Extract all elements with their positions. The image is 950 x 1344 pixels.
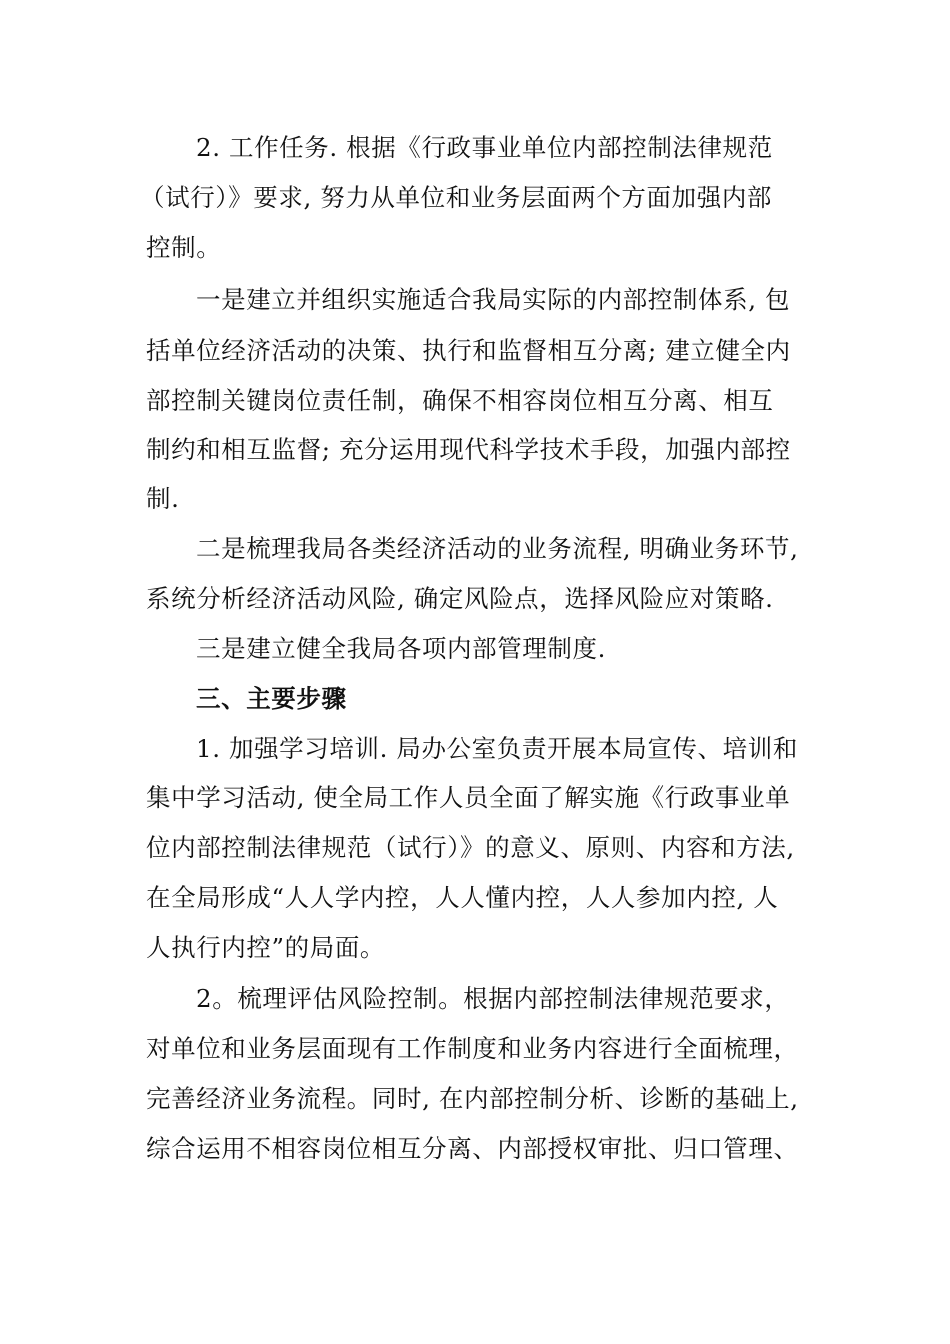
text-line: 完善经济业务流程。同时, 在内部控制分析、诊断的基础上, bbox=[146, 1084, 799, 1113]
text-line: 系统分析经济活动风险, 确定风险点，选择风险应对策略. bbox=[146, 584, 774, 613]
text-line: 制. bbox=[146, 484, 180, 513]
text-line: 部控制关键岗位责任制，确保不相容岗位相互分离、相互 bbox=[146, 386, 774, 415]
text-line: 一是建立并组织实施适合我局实际的内部控制体系, 包 bbox=[196, 285, 791, 314]
text-line: 集中学习活动, 使全局工作人员全面了解实施《行政事业单 bbox=[146, 783, 791, 812]
text-line: 位内部控制法律规范（试行）》的意义、原则、内容和方法, bbox=[146, 833, 795, 862]
text-line: （试行）》要求, 努力从单位和业务层面两个方面加强内部 bbox=[140, 183, 773, 212]
text-line: 括单位经济活动的决策、执行和监督相互分离; 建立健全内 bbox=[146, 336, 791, 365]
text-line: 对单位和业务层面现有工作制度和业务内容进行全面梳理， bbox=[146, 1034, 799, 1063]
text-line: 控制。 bbox=[146, 233, 222, 262]
section-heading: 三、主要步骤 bbox=[196, 684, 347, 713]
text-line: 1. 加强学习培训. 局办公室负责开展本局宣传、培训和 bbox=[196, 734, 798, 763]
text-line: 人执行内控”的局面。 bbox=[146, 933, 386, 962]
text-line: 三是建立健全我局各项内部管理制度. bbox=[196, 634, 606, 663]
text-line: 2. 工作任务. 根据《行政事业单位内部控制法律规范 bbox=[196, 133, 773, 162]
text-line: 二是梳理我局各类经济活动的业务流程, 明确业务环节, bbox=[196, 534, 799, 563]
text-line: 综合运用不相容岗位相互分离、内部授权审批、归口管理、 bbox=[146, 1134, 799, 1163]
text-line: 2。梳理评估风险控制。根据内部控制法律规范要求， bbox=[196, 984, 790, 1013]
text-line: 制约和相互监督; 充分运用现代科学技术手段，加强内部控 bbox=[146, 435, 791, 464]
text-line: 在全局形成“人人学内控，人人懂内控，人人参加内控, 人 bbox=[146, 883, 779, 912]
